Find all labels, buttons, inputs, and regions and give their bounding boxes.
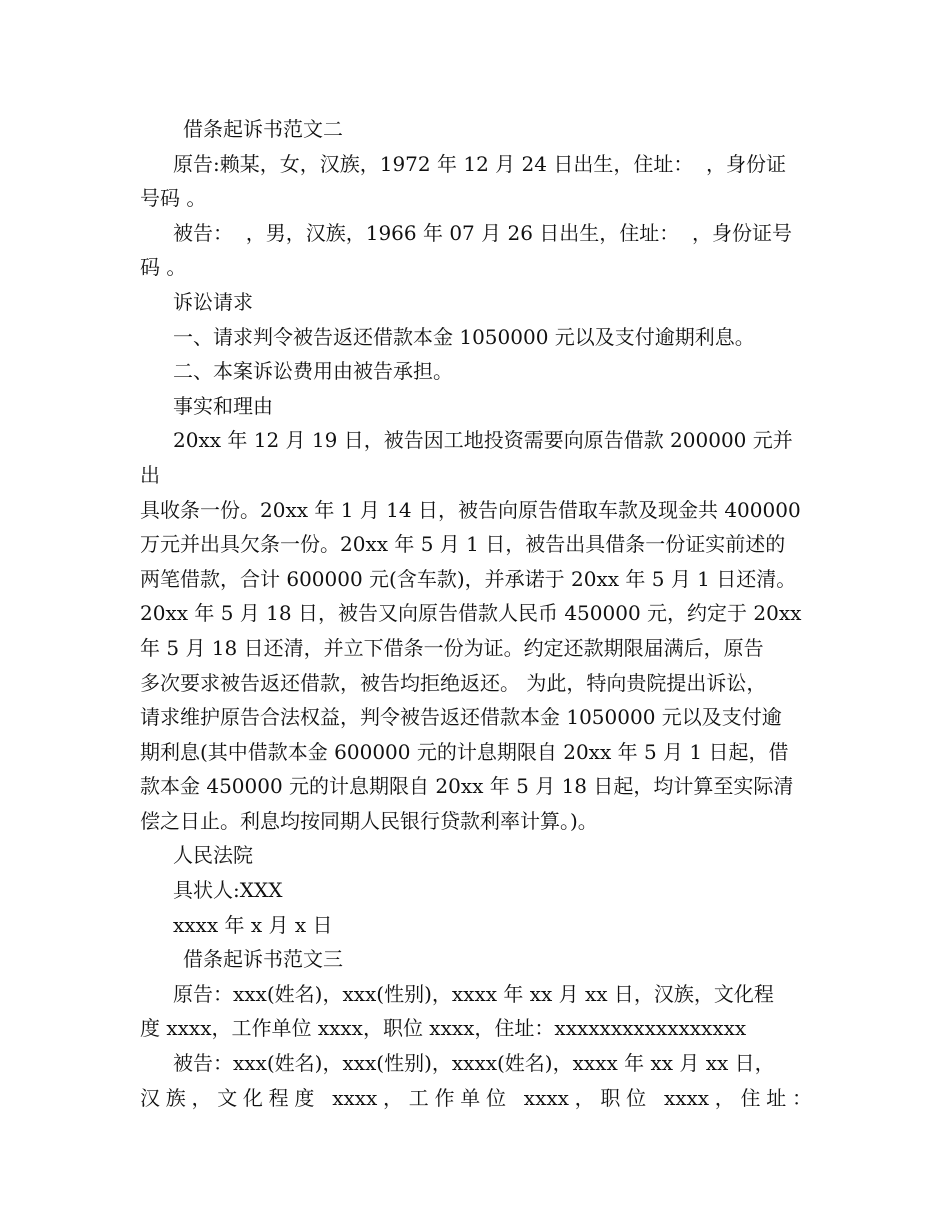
paragraph-line: 期利息(其中借款本金 600000 元的计息期限自 20xx 年 5 月 1 日起，借 [140, 739, 789, 764]
paragraph-line: 被告： ，男，汉族，1966 年 07 月 26 日出生，住址： ，身份证号 [173, 220, 793, 245]
paragraph-line: 两笔借款，合计 600000 元(含车款)，并承诺于 20xx 年 5 月 1 日还清。 [140, 566, 797, 591]
paragraph-line: 请求维护原告合法权益，判令被告返还借款本金 1050000 元以及支付逾 [140, 705, 782, 730]
paragraph-line: 码 。 [140, 255, 187, 280]
document-body [140, 112, 812, 1115]
paragraph-line: 一、请求判令被告返还借款本金 1050000 元以及支付逾期利息。 [173, 324, 755, 349]
section-title: 借条起诉书范文三 [183, 947, 343, 972]
section-title: 借条起诉书范文二 [183, 117, 343, 141]
paragraph-line: 号码 。 [140, 186, 207, 211]
paragraph-line: 二、本案诉讼费用由被告承担。 [173, 359, 453, 384]
paragraph-line: 原告:赖某，女，汉族，1972 年 12 月 24 日出生，住址： ，身份证 [173, 151, 787, 176]
paragraph-line: 被告：xxx(姓名)，xxx(性别)，xxxx(姓名)，xxxx 年 xx 月 xx 日， [173, 1051, 775, 1076]
paragraph-line: 20xx 年 5 月 18 日，被告又向原告借款人民币 450000 元，约定于 20xx [140, 601, 802, 626]
court-name: 人民法院 [173, 843, 253, 868]
paragraph-line: 20xx 年 12 月 19 日，被告因工地投资需要向原告借款 200000 元并出 [140, 428, 793, 487]
paragraph-line: 多次要求被告返还借款，被告均拒绝返还。 为此，特向贵院提出诉讼， [140, 670, 767, 695]
section-heading: 诉讼请求 [173, 289, 253, 314]
signature-date: xxxx 年 x 月 x 日 [173, 912, 333, 937]
paragraph-line: 偿之日止。利息均按同期人民银行贷款利率计算。)。 [140, 808, 598, 833]
section-heading: 事实和理由 [173, 393, 273, 418]
paragraph-line: 具收条一份。20xx 年 1 月 14 日，被告向原告借取车款及现金共 400000 [140, 497, 801, 522]
paragraph-line: 汉族，文化程度 xxxx，工作单位 xxxx，职位 xxxx，住址： [140, 1085, 812, 1110]
signatory: 具状人:XXX [173, 878, 283, 903]
paragraph-line: 年 5 月 18 日还清，并立下借条一份为证。约定还款期限届满后，原告 [140, 635, 764, 660]
paragraph-line: 度 xxxx，工作单位 xxxx，职位 xxxx，住址：xxxxxxxxxxxxxxxxx [140, 1016, 747, 1041]
paragraph-line: 原告：xxx(姓名)，xxx(性别)，xxxx 年 xx 月 xx 日，汉族，文化程 [173, 981, 774, 1006]
paragraph-line: 款本金 450000 元的计息期限自 20xx 年 5 月 18 日起，均计算至实际清 [140, 774, 794, 799]
paragraph-line: 万元并出具欠条一份。20xx 年 5 月 1 日，被告出具借条一份证实前述的 [140, 532, 786, 557]
